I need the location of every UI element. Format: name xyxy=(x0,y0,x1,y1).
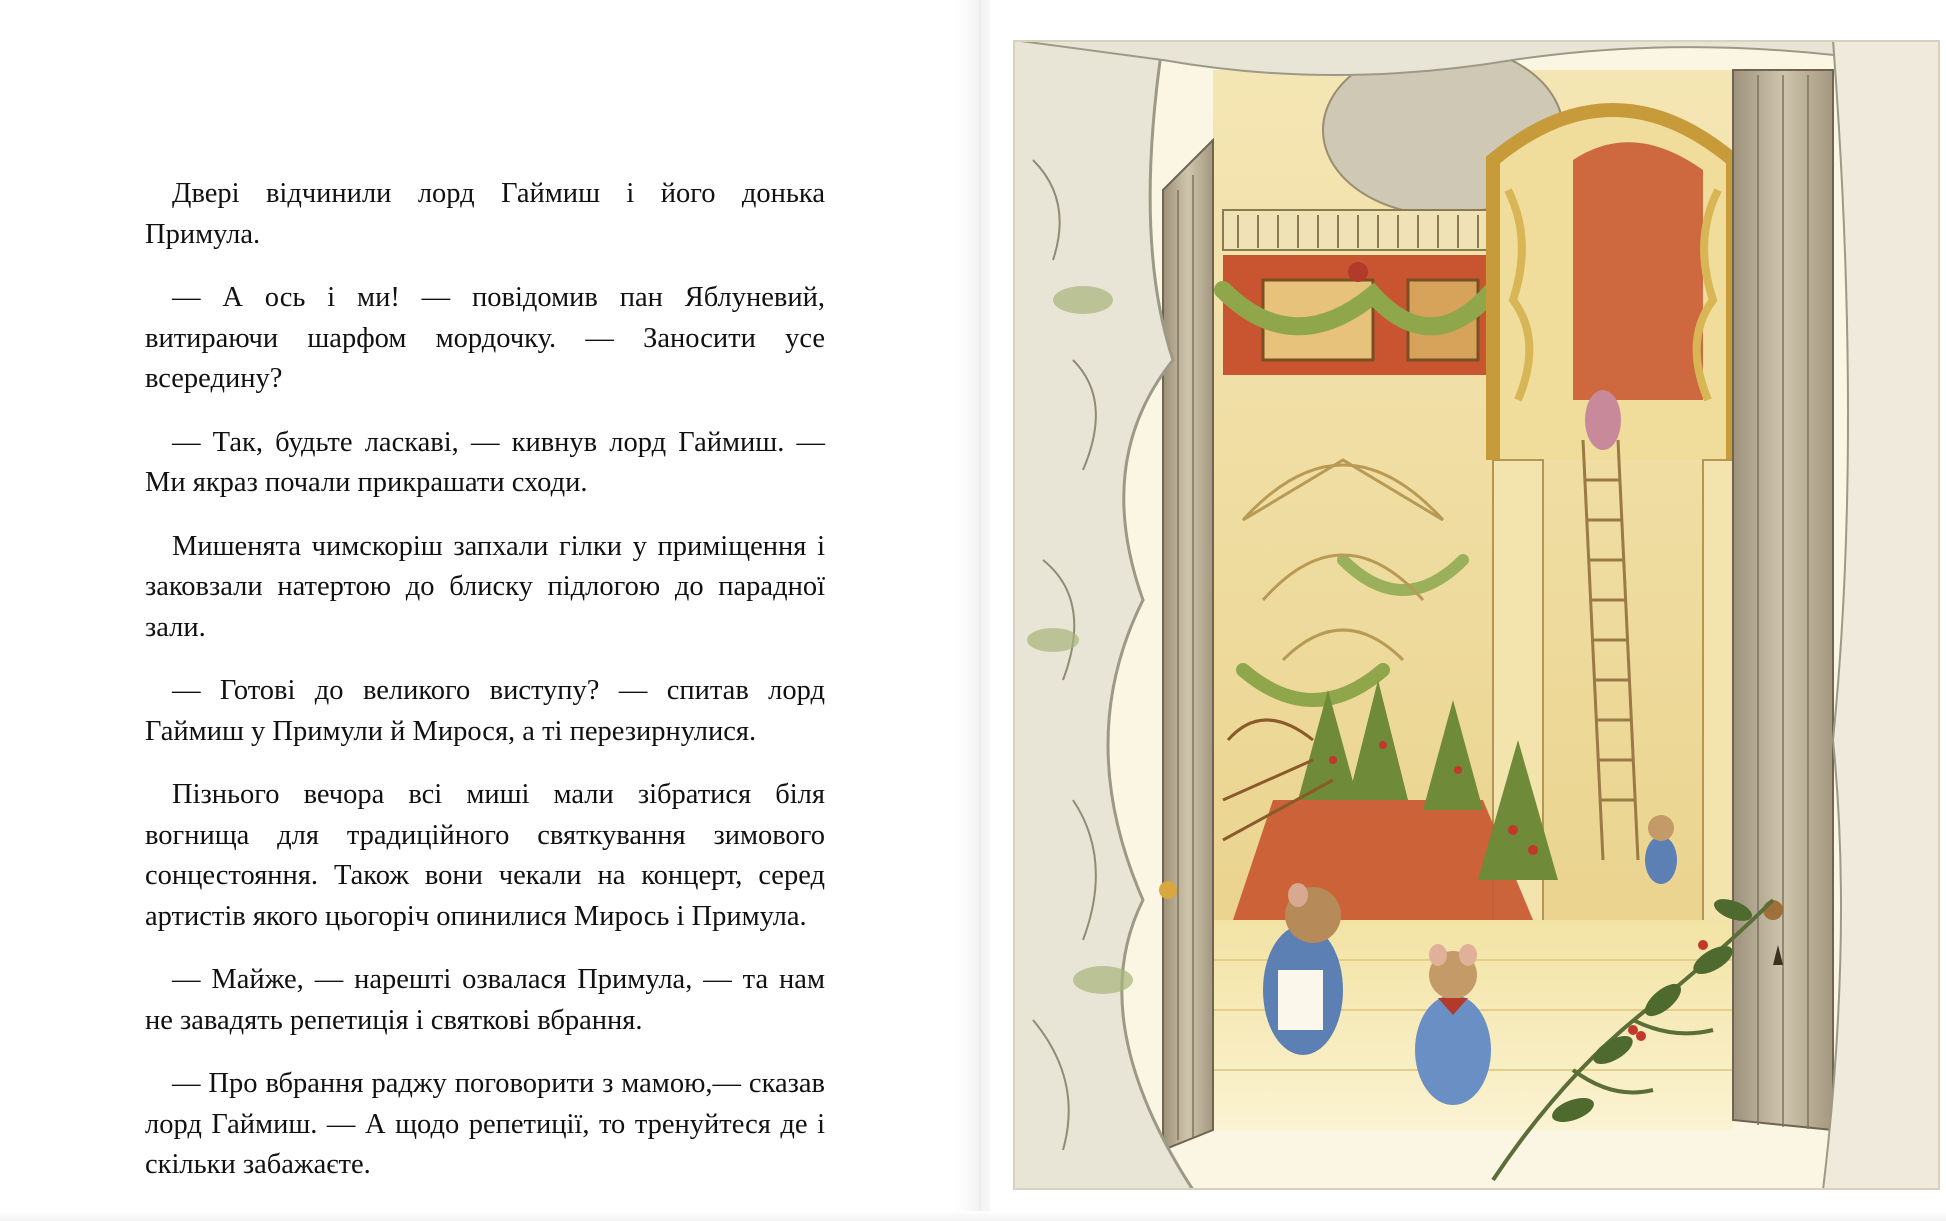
door-knob xyxy=(1763,900,1783,920)
small-mouse-right xyxy=(1645,815,1677,884)
bell-left xyxy=(1159,881,1177,899)
page-bottom-edge xyxy=(0,1211,1946,1221)
paragraph-2: — А ось і ми! — повідомив пан Яблуневий, витираючи шарфом мордочку. — Заносити усе всередину? xyxy=(145,282,825,394)
paragraph-4: Мишенята чимскоріш запхали гілки у приміщення і заковзали натертою до блиску підлогою до парадної зали. xyxy=(145,530,825,643)
story-text xyxy=(145,174,825,1209)
door-left xyxy=(1163,140,1213,1150)
paragraph-1: Двері відчинили лорд Гаймиш і його донька Примула. xyxy=(145,178,825,250)
ribbon-bow xyxy=(1348,262,1368,282)
paragraph-3: — Так, будьте ласкаві, — кивнув лорд Гаймиш. — Ми якраз почали прикрашати сходи. xyxy=(145,426,825,498)
paragraph-8: — Про вбрання раджу поговорити з мамою,— сказав лорд Гаймиш. — А щодо репетиції, то тренуйтеся де і скільки забажаєте. xyxy=(145,1068,825,1180)
paragraph-7: — Майже, — нарешті озвалася Примула, — та нам не завадять репетиція і святкові вбрання. xyxy=(145,964,825,1036)
illustration-hall xyxy=(1013,40,1940,1190)
mouse-on-ladder xyxy=(1585,390,1621,450)
paragraph-6: Пізнього вечора всі миші мали зібратися біля вогнища для традиційного святкування зимового сонцестояння. Також вони чекали на концерт, серед артистів якого цьогоріч опинилися Мирось і Примула. xyxy=(145,779,825,932)
illustration-drawing xyxy=(1013,40,1940,1190)
arch-red-window xyxy=(1573,142,1703,400)
paragraph-5: — Готові до великого виступу? — спитав лорд Гаймиш у Примули й Мирося, а ті перезирнулися. xyxy=(145,675,825,747)
